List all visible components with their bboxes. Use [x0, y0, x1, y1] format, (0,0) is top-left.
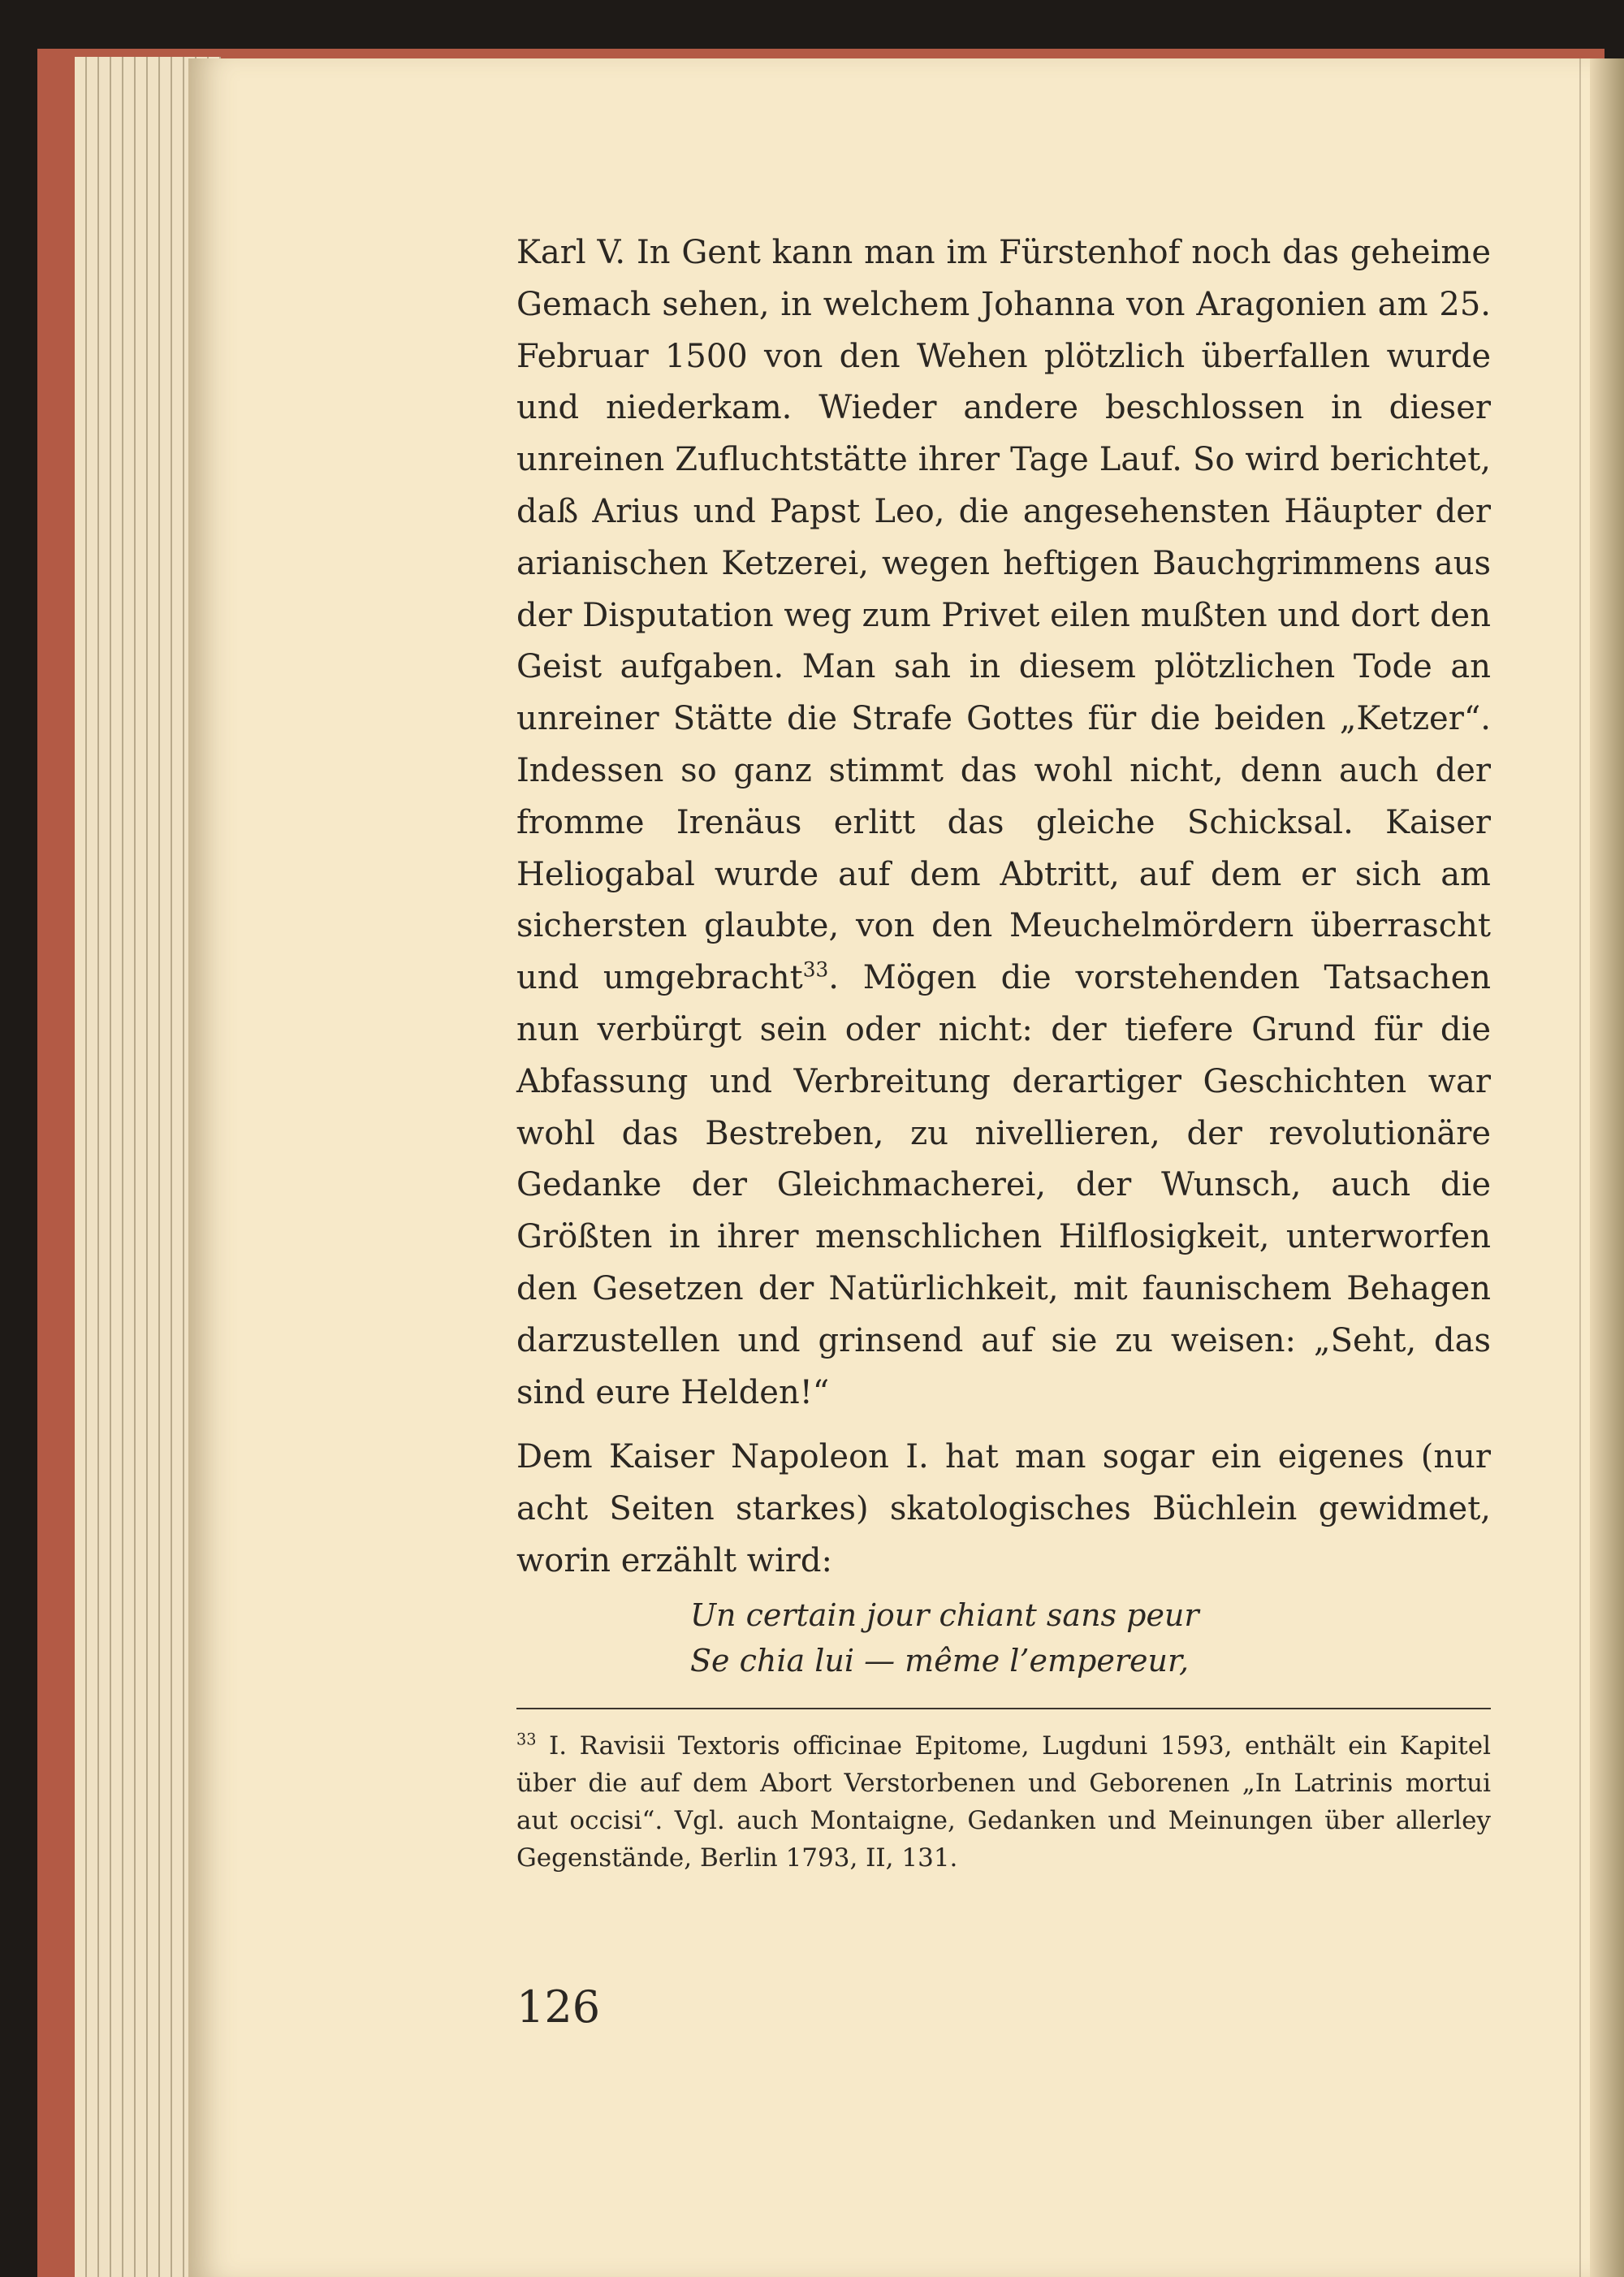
page-right-edge — [1590, 58, 1624, 2277]
footnote-number: 33 — [516, 1730, 537, 1749]
footnote-text: I. Ravisii Textoris officinae Epitome, Lugduni 1593, enthält ein Kapitel über die auf dem Abort Verstorbenen und Geborenen „In Latrinis mortui aut occisi“. Vgl. auch Montaigne, Gedanken und Meinungen über allerley Gegenstände, Berlin 1793, II, 131. — [516, 1730, 1491, 1873]
verse-line-1: Un certain jour chiant sans peur — [690, 1596, 1199, 1633]
footnote-divider — [516, 1708, 1491, 1709]
verse-line-2: Se chia lui — même l’empereur, — [690, 1642, 1190, 1679]
text-block — [516, 227, 1491, 1877]
body-paragraph-1 — [516, 227, 1491, 1419]
verse-quote — [690, 1592, 1491, 1683]
body-paragraph-1-text: Karl V. In Gent kann man im Fürstenhof noch das geheime Gemach sehen, in welchem Johanna von Aragonien am 25. Februar 1500 von den Wehen plötzlich überfallen wurde und niederkam. Wieder andere beschlossen in dieser unreinen Zufluchtstätte ihrer Tage Lauf. So wird berichtet, daß Arius und Papst Leo, die angesehensten Häupter der arianischen Ketzerei, wegen heftigen Bauchgrimmens aus der Disputation weg zum Privet eilen mußten und dort den Geist aufgaben. Man sah in diesem plötzlichen Tode an unreiner Stätte die Strafe Gottes für die beiden „Ketzer“. Indessen so ganz stimmt das wohl nicht, denn auch der fromme Irenäus erlitt das gleiche Schicksal. Kaiser Heliogabal wurde auf dem Abtritt, auf dem er sich am sichersten glaubte, von den Meuchelmördern überrascht und umgebracht — [516, 234, 1491, 997]
body-paragraph-1-continuation: . Mögen die vorstehenden Tatsachen nun verbürgt sein oder nicht: der tiefere Grund für die Abfassung und Verbreitung derartiger Geschichten war wohl das Bestreben, zu nivellieren, der revolutionäre Gedanke der Gleichmacherei, der Wunsch, auch die Größten in ihrer menschlichen Hilflosigkeit, unterworfen den Gesetzen der Natürlichkeit, mit faunischem Behagen darzustellen und grinsend auf sie zu weisen: „Seht, das sind eure Helden!“ — [516, 959, 1491, 1411]
body-paragraph-2: Dem Kaiser Napoleon I. hat man sogar ein eigenes (nur acht Seiten starkes) skatologisches Büchlein gewidmet, worin erzählt wird: — [516, 1438, 1491, 1579]
footnote — [516, 1727, 1491, 1877]
footnote-reference: 33 — [802, 957, 829, 982]
page-number: 126 — [516, 1981, 601, 2033]
page-fold-line — [1579, 58, 1581, 2277]
